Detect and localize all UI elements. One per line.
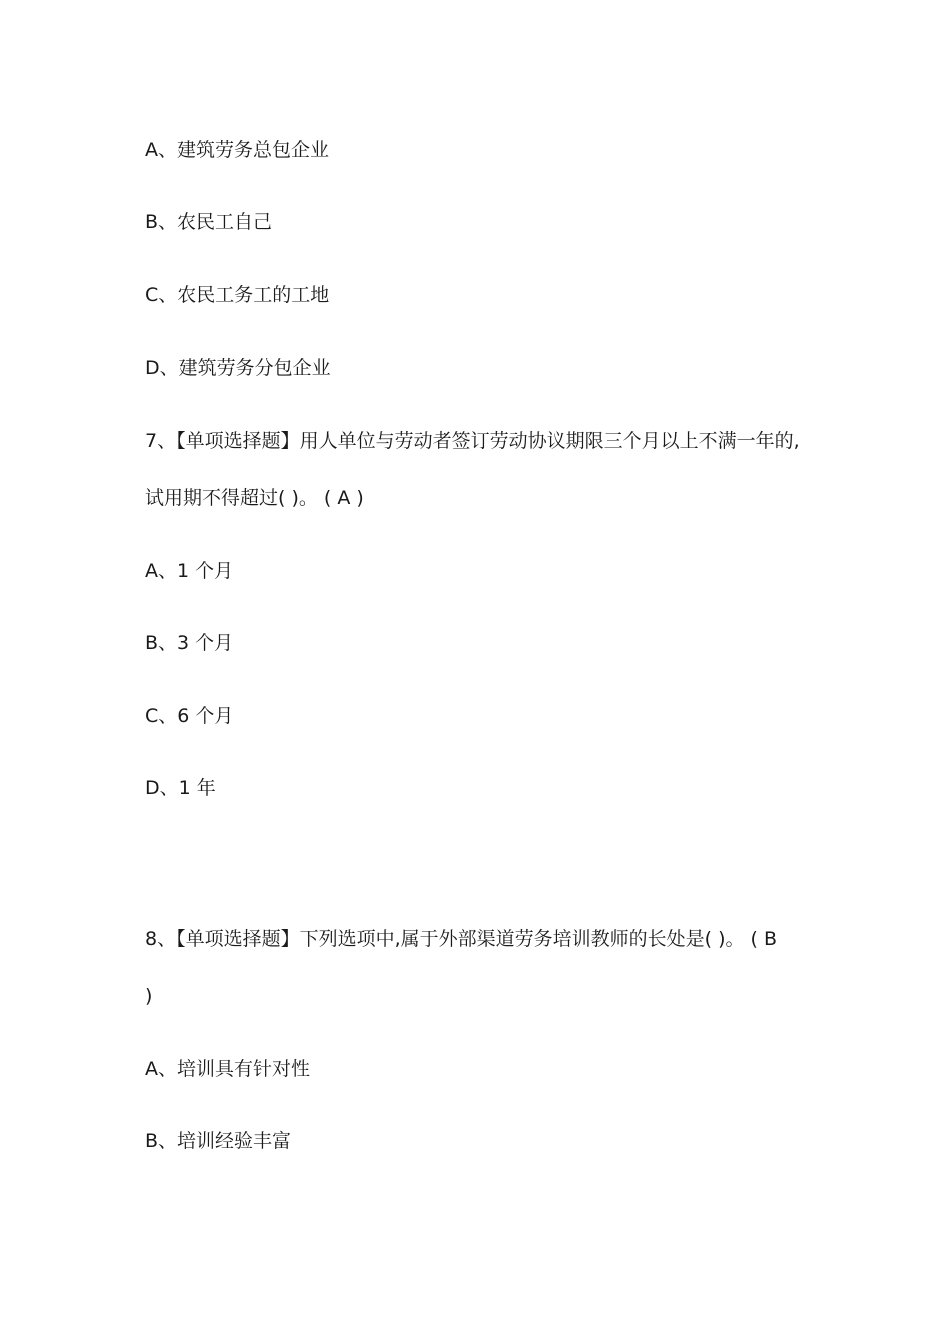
- q6-option-a: A、建筑劳务总包企业: [145, 139, 329, 161]
- q6-option-d: D、建筑劳务分包企业: [145, 357, 331, 379]
- q8-question-line2: ): [145, 985, 153, 1007]
- q8-option-b: B、培训经验丰富: [145, 1130, 292, 1152]
- q6-option-c: C、农民工务工的工地: [145, 284, 330, 306]
- q6-option-b: B、农民工自己: [145, 211, 273, 233]
- q7-option-d: D、1 年: [145, 777, 216, 799]
- q7-option-b: B、3 个月: [145, 632, 234, 654]
- q7-question-line1: 7、【单项选择题】用人单位与劳动者签订劳动协议期限三个月以上不满一年的,: [145, 430, 800, 452]
- q7-option-c: C、6 个月: [145, 705, 234, 727]
- q8-option-a: A、培训具有针对性: [145, 1058, 310, 1080]
- q8-question-line1: 8、【单项选择题】下列选项中,属于外部渠道劳务培训教师的长处是( )。 ( B: [145, 928, 778, 950]
- q7-question-line2: 试用期不得超过( )。 ( A ): [145, 487, 364, 509]
- q7-option-a: A、1 个月: [145, 560, 234, 582]
